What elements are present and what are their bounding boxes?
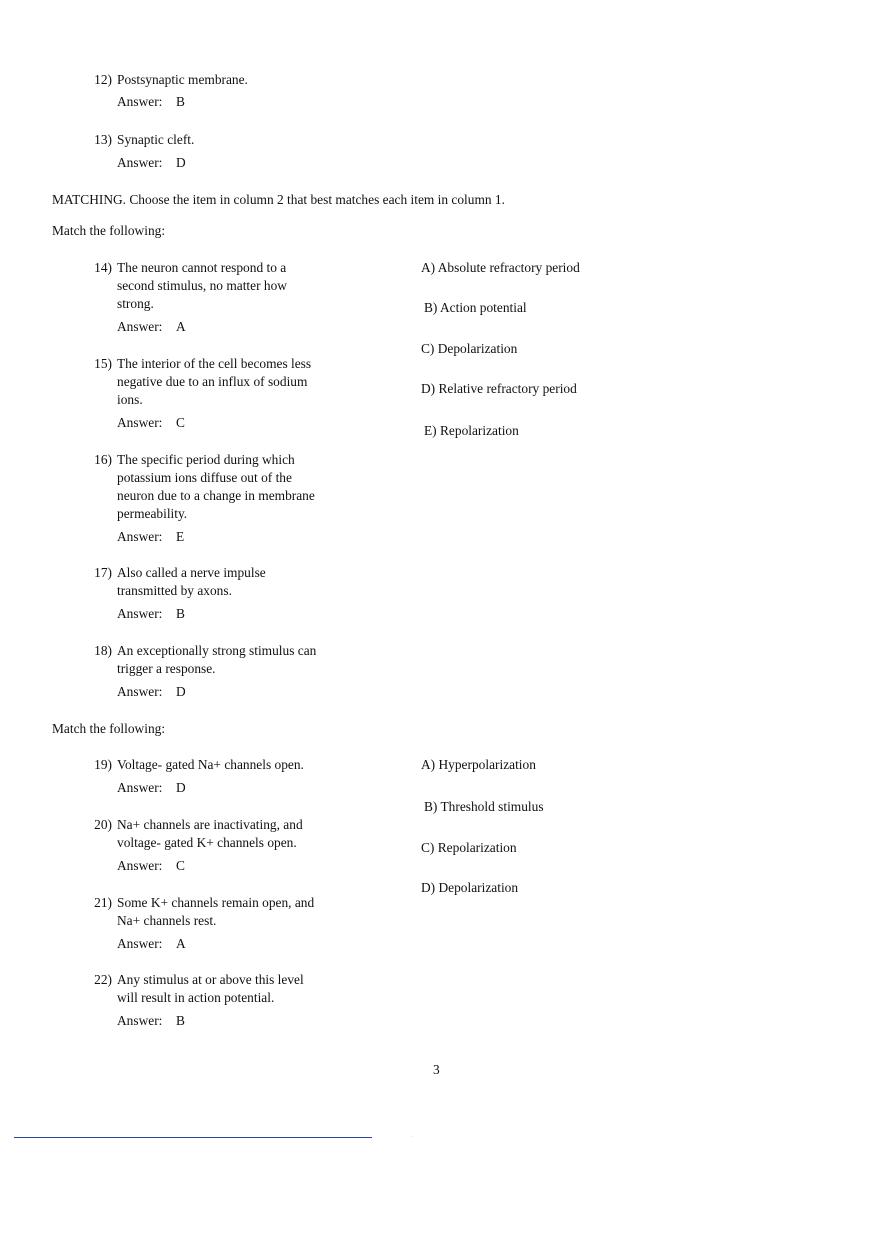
option-letter: B): [424, 300, 438, 315]
answer-label: Answer:: [117, 684, 163, 699]
answer-value: B: [176, 1013, 185, 1028]
option-letter: D): [421, 381, 436, 396]
option-e: [424, 422, 519, 440]
question-line: transmitted by axons.: [117, 583, 232, 598]
answer-value: B: [176, 606, 185, 621]
answer-label: Answer:: [117, 155, 163, 170]
answer-line: [117, 154, 186, 172]
question-text: [117, 564, 266, 600]
answer-line: [117, 93, 185, 111]
footer-rule: [14, 1137, 372, 1138]
option-b: [424, 299, 527, 317]
option-text: Hyperpolarization: [438, 757, 536, 772]
question-line: second stimulus, no matter how: [117, 278, 287, 293]
answer-label: Answer:: [117, 780, 163, 795]
answer-line: [117, 935, 186, 953]
question-line: The interior of the cell becomes less: [117, 356, 312, 371]
question-number: 18): [94, 643, 112, 658]
question-number: 21): [94, 895, 112, 910]
answer-line: [117, 1012, 185, 1030]
option-text: Repolarization: [437, 840, 517, 855]
answer-value: A: [176, 936, 186, 951]
answer-label: Answer:: [117, 936, 163, 951]
answer-label: Answer:: [117, 94, 163, 109]
question-line: neuron due to a change in membrane: [117, 488, 315, 503]
option-d: [421, 879, 518, 897]
option-text: Absolute refractory period: [437, 260, 580, 275]
question-line: voltage- gated K+ channels open.: [117, 835, 297, 850]
question-text: Postsynaptic membrane.: [117, 72, 248, 87]
section-instructions: MATCHING. Choose the item in column 2 that best matches each item in column 1.: [52, 192, 505, 207]
answer-line: [117, 414, 185, 432]
answer-value: D: [176, 155, 186, 170]
question-number: 15): [94, 356, 112, 371]
question-line: Any stimulus at or above this level: [117, 972, 304, 987]
question-line: negative due to an influx of sodium: [117, 374, 308, 389]
answer-label: Answer:: [117, 858, 163, 873]
question-number: 22): [94, 972, 112, 987]
match-heading: Match the following:: [52, 721, 166, 736]
answer-value: D: [176, 780, 186, 795]
option-letter: B): [424, 799, 438, 814]
option-letter: A): [421, 260, 436, 275]
answer-value: A: [176, 319, 186, 334]
question-line: will result in action potential.: [117, 990, 275, 1005]
question-line: permeability.: [117, 506, 188, 521]
question-text: [117, 451, 315, 523]
answer-label: Answer:: [117, 529, 163, 544]
question-number: 19): [94, 757, 112, 772]
answer-value: C: [176, 415, 185, 430]
option-b: [424, 798, 544, 816]
option-a: [421, 259, 580, 277]
question-text: [117, 756, 304, 774]
option-letter: D): [421, 880, 436, 895]
answer-value: B: [176, 94, 185, 109]
page-number: 3: [433, 1062, 440, 1077]
answer-value: E: [176, 529, 185, 544]
option-letter: C): [421, 840, 435, 855]
question-line: The neuron cannot respond to a: [117, 260, 287, 275]
answer-value: C: [176, 858, 185, 873]
answer-line: [117, 779, 186, 797]
question-line: The specific period during which: [117, 452, 295, 467]
question-text: [117, 259, 287, 313]
question-text: [117, 642, 316, 678]
question-line: ions.: [117, 392, 143, 407]
answer-value: D: [176, 684, 186, 699]
question-text: Synaptic cleft.: [117, 132, 195, 147]
option-text: Repolarization: [440, 423, 519, 438]
answer-line: [117, 318, 186, 336]
question-number: 14): [94, 260, 112, 275]
option-text: Depolarization: [437, 341, 518, 356]
question-number: 20): [94, 817, 112, 832]
option-letter: C): [421, 341, 435, 356]
option-text: Relative refractory period: [438, 381, 577, 396]
answer-label: Answer:: [117, 1013, 163, 1028]
option-d: [421, 380, 577, 398]
question-number: 16): [94, 452, 112, 467]
answer-label: Answer:: [117, 415, 163, 430]
answer-label: Answer:: [117, 606, 163, 621]
answer-line: [117, 605, 185, 623]
answer-line: [117, 683, 186, 701]
question-line: Also called a nerve impulse: [117, 565, 266, 580]
option-c: [421, 839, 517, 857]
option-letter: E): [424, 423, 437, 438]
question-text: [117, 816, 303, 852]
question-line: Voltage- gated Na+ channels open.: [117, 757, 304, 772]
question-text: [117, 971, 304, 1007]
question-text: [117, 894, 314, 930]
option-text: Depolarization: [438, 880, 519, 895]
question-number: 12): [94, 72, 112, 87]
option-a: [421, 756, 536, 774]
question-line: Na+ channels are inactivating, and: [117, 817, 303, 832]
question-line: trigger a response.: [117, 661, 216, 676]
question-line: potassium ions diffuse out of the: [117, 470, 292, 485]
option-c: [421, 340, 517, 358]
answer-label: Answer:: [117, 319, 163, 334]
question-line: An exceptionally strong stimulus can: [117, 643, 317, 658]
question-number: 13): [94, 132, 112, 147]
answer-line: [117, 857, 185, 875]
option-letter: A): [421, 757, 436, 772]
question-line: strong.: [117, 296, 154, 311]
answer-line: [117, 528, 184, 546]
question-line: Na+ channels rest.: [117, 913, 217, 928]
question-number: 17): [94, 565, 112, 580]
match-heading: Match the following:: [52, 223, 166, 238]
option-text: Threshold stimulus: [440, 799, 544, 814]
footer-mark: ·: [411, 1134, 413, 1140]
question-line: Some K+ channels remain open, and: [117, 895, 315, 910]
question-text: [117, 355, 311, 409]
option-text: Action potential: [440, 300, 527, 315]
